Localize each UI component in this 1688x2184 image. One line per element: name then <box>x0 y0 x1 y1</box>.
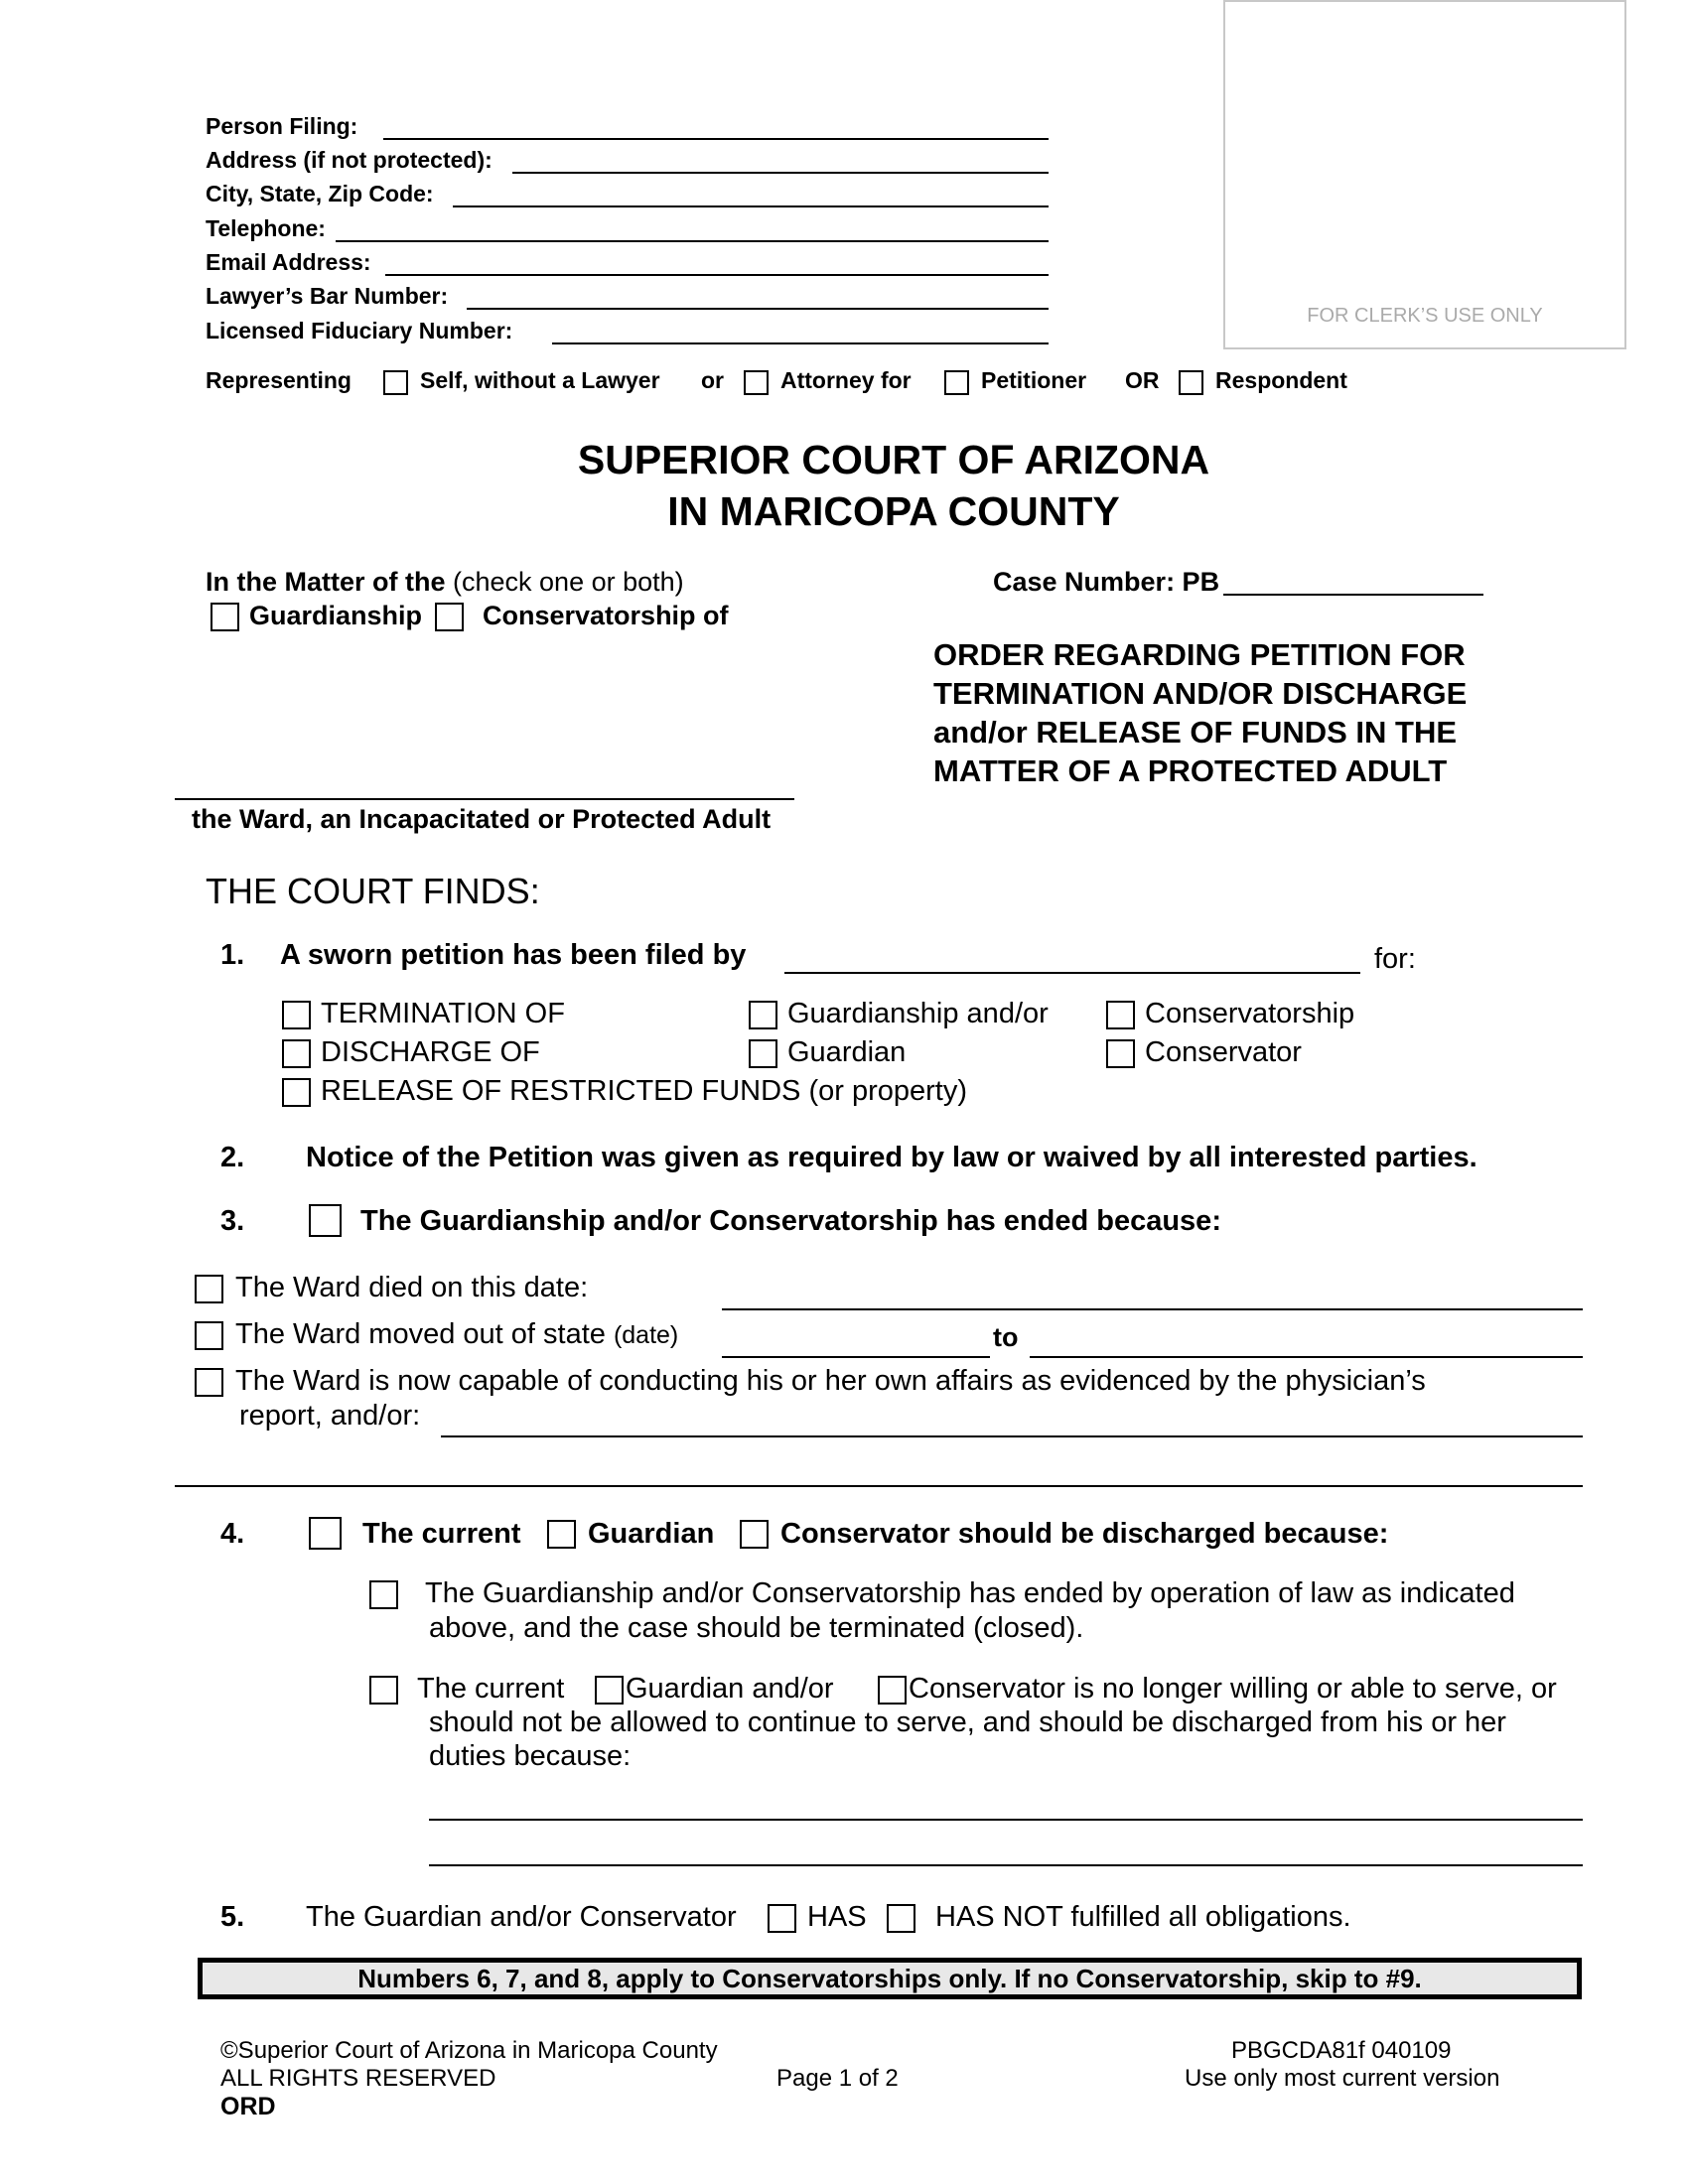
discharge-guardian-label: Guardian <box>588 1518 715 1550</box>
discharge-conservator-label: Conservator should be discharged because: <box>780 1518 1389 1550</box>
footer-code: ORD <box>220 2093 276 2120</box>
has-fulfilled-checkbox[interactable] <box>768 1904 796 1933</box>
address-label: Address (if not protected): <box>206 147 492 173</box>
discharge-reason-field-1[interactable] <box>429 1819 1583 1821</box>
telephone-field[interactable] <box>336 240 1049 242</box>
finding-1-for: for: <box>1374 943 1416 975</box>
moved-date-field[interactable] <box>722 1356 990 1358</box>
footer-form-id: PBGCDA81f 040109 <box>1231 2037 1452 2064</box>
release-funds-label: RELEASE OF RESTRICTED FUNDS (or property) <box>321 1075 967 1107</box>
person-filing-label: Person Filing: <box>206 113 358 139</box>
date-of-death-field[interactable] <box>722 1308 1583 1310</box>
finding-1-number: 1. <box>220 939 245 971</box>
has-not-fulfilled-label: HAS NOT fulfilled all obligations. <box>935 1901 1351 1933</box>
ended-by-law-line2: above, and the case should be terminated (closed). <box>429 1612 1084 1644</box>
release-funds-checkbox[interactable] <box>282 1078 311 1107</box>
petitioner-label: Petitioner <box>981 367 1087 393</box>
guardianship-label: Guardianship <box>249 601 423 630</box>
self-checkbox[interactable] <box>383 370 408 395</box>
ward-moved-checkbox[interactable] <box>195 1321 223 1350</box>
city-state-zip-label: City, State, Zip Code: <box>206 181 434 206</box>
matter-label-bold: In the Matter of the <box>206 567 446 597</box>
discharge-conservator-checkbox[interactable] <box>740 1520 769 1549</box>
ward-died-label: The Ward died on this date: <box>235 1272 589 1303</box>
conservatorship-type-label: Conservatorship <box>1145 998 1355 1029</box>
attorney-checkbox[interactable] <box>744 370 769 395</box>
unable-conservator-checkbox[interactable] <box>878 1676 907 1705</box>
or-upper-label: OR <box>1125 367 1160 393</box>
or-label: or <box>701 367 724 393</box>
has-fulfilled-label: HAS <box>807 1901 867 1933</box>
evidence-field-continued[interactable] <box>175 1485 1583 1487</box>
bar-number-label: Lawyer’s Bar Number: <box>206 283 449 309</box>
finding-3-text: The Guardianship and/or Conservatorship has ended because: <box>360 1205 1221 1237</box>
unable-conservator-label: Conservator is no longer willing or able to serve, or <box>909 1673 1557 1705</box>
clerk-use-box <box>1223 0 1626 349</box>
finding-4-number: 4. <box>220 1518 245 1550</box>
conservator-type-label: Conservator <box>1145 1036 1302 1068</box>
order-title <box>933 635 1467 790</box>
finding-2-text: Notice of the Petition was given as required by law or waived by all interested parties. <box>306 1142 1477 1173</box>
email-field[interactable] <box>385 274 1049 276</box>
ward-capable-checkbox[interactable] <box>195 1368 223 1397</box>
ward-moved-label <box>235 1318 678 1351</box>
finding-3-number: 3. <box>220 1205 245 1237</box>
case-number-field[interactable] <box>1223 594 1483 596</box>
conservatorship-type-checkbox[interactable] <box>1106 1001 1135 1029</box>
discharge-guardian-checkbox[interactable] <box>547 1520 576 1549</box>
conservatorship-notice: Numbers 6, 7, and 8, apply to Conservatorships only. If no Conservatorship, skip to #9. <box>198 1958 1582 1999</box>
conservatorship-label: Conservatorship of <box>483 601 729 630</box>
respondent-label: Respondent <box>1215 367 1347 393</box>
person-filing-field[interactable] <box>383 138 1049 140</box>
moved-to-label: to <box>993 1322 1019 1352</box>
city-state-zip-field[interactable] <box>453 205 1049 207</box>
current-label: The current <box>362 1518 521 1550</box>
unable-to-serve-checkbox[interactable] <box>369 1676 398 1705</box>
court-finds-heading: THE COURT FINDS: <box>206 871 540 911</box>
footer-version: Use only most current version <box>1185 2065 1500 2092</box>
ended-by-law-checkbox[interactable] <box>369 1580 398 1609</box>
representing-label: Representing <box>206 367 352 393</box>
footer-page: Page 1 of 2 <box>776 2065 899 2092</box>
respondent-checkbox[interactable] <box>1179 370 1203 395</box>
finding-5-text: The Guardian and/or Conservator <box>306 1901 737 1933</box>
discharge-label: DISCHARGE OF <box>321 1036 540 1068</box>
ward-moved-note: (date) <box>613 1321 679 1349</box>
ward-name-field[interactable] <box>175 798 794 800</box>
discharge-reason-field-2[interactable] <box>429 1864 1583 1866</box>
ended-by-law-line1: The Guardianship and/or Conservatorship has ended by operation of law as indicated <box>425 1577 1515 1609</box>
unable-line2: should not be allowed to continue to serve, and should be discharged from his or her <box>429 1706 1506 1738</box>
ward-capable-line1: The Ward is now capable of conducting his or her own affairs as evidenced by the physician’s <box>235 1365 1426 1397</box>
moved-destination-field[interactable] <box>1030 1356 1583 1358</box>
termination-label: TERMINATION OF <box>321 998 565 1029</box>
unable-guardian-checkbox[interactable] <box>595 1676 624 1705</box>
fiduciary-number-field[interactable] <box>552 342 1049 344</box>
guardianship-andor-label: Guardianship and/or <box>787 998 1049 1029</box>
attorney-label: Attorney for <box>780 367 912 393</box>
guardian-type-checkbox[interactable] <box>749 1039 777 1068</box>
guardianship-andor-checkbox[interactable] <box>749 1001 777 1029</box>
footer-copyright: ©Superior Court of Arizona in Maricopa County <box>220 2037 718 2064</box>
finding-2-number: 2. <box>220 1142 245 1173</box>
ward-caption: the Ward, an Incapacitated or Protected Adult <box>192 804 772 834</box>
footer-rights: ALL RIGHTS RESERVED <box>220 2065 496 2092</box>
petitioner-checkbox[interactable] <box>944 370 969 395</box>
matter-label <box>206 567 684 598</box>
ward-died-checkbox[interactable] <box>195 1275 223 1303</box>
matter-label-note: (check one or both) <box>453 567 684 597</box>
clerk-use-label: FOR CLERK’S USE ONLY <box>1307 305 1543 327</box>
fiduciary-number-label: Licensed Fiduciary Number: <box>206 318 513 343</box>
address-field[interactable] <box>512 172 1049 174</box>
order-title-line1: ORDER REGARDING PETITION FOR <box>933 637 1466 672</box>
finding-5-number: 5. <box>220 1901 245 1933</box>
unable-guardian-label: Guardian and/or <box>626 1673 834 1705</box>
guardianship-checkbox[interactable] <box>211 603 239 631</box>
has-not-fulfilled-checkbox[interactable] <box>887 1904 915 1933</box>
order-title-line3: and/or RELEASE OF FUNDS IN THE <box>933 715 1458 750</box>
email-label: Email Address: <box>206 249 371 275</box>
telephone-label: Telephone: <box>206 215 326 241</box>
order-title-line2: TERMINATION AND/OR DISCHARGE <box>933 676 1468 711</box>
termination-checkbox[interactable] <box>282 1001 311 1029</box>
finding-1-text: A sworn petition has been filed by <box>280 939 747 971</box>
bar-number-field[interactable] <box>467 308 1049 310</box>
discharge-main-checkbox[interactable] <box>309 1517 342 1550</box>
unable-line3: duties because: <box>429 1740 632 1772</box>
ward-capable-line2: report, and/or: <box>239 1400 421 1432</box>
ward-moved-text: The Ward moved out of state <box>235 1318 606 1350</box>
order-title-line4: MATTER OF A PROTECTED ADULT <box>933 753 1448 788</box>
conservatorship-checkbox[interactable] <box>435 603 464 631</box>
self-label: Self, without a Lawyer <box>420 367 660 393</box>
ended-checkbox[interactable] <box>309 1204 342 1237</box>
court-title-line2: IN MARICOPA COUNTY <box>667 488 1120 534</box>
conservator-type-checkbox[interactable] <box>1106 1039 1135 1068</box>
unable-current-label: The current <box>417 1673 565 1705</box>
guardian-type-label: Guardian <box>787 1036 907 1068</box>
case-number-label: Case Number: PB <box>993 567 1220 597</box>
discharge-checkbox[interactable] <box>282 1039 311 1068</box>
petitioner-name-field[interactable] <box>784 972 1360 974</box>
capable-evidence-field[interactable] <box>441 1435 1583 1437</box>
court-title-line1: SUPERIOR COURT OF ARIZONA <box>577 437 1210 482</box>
